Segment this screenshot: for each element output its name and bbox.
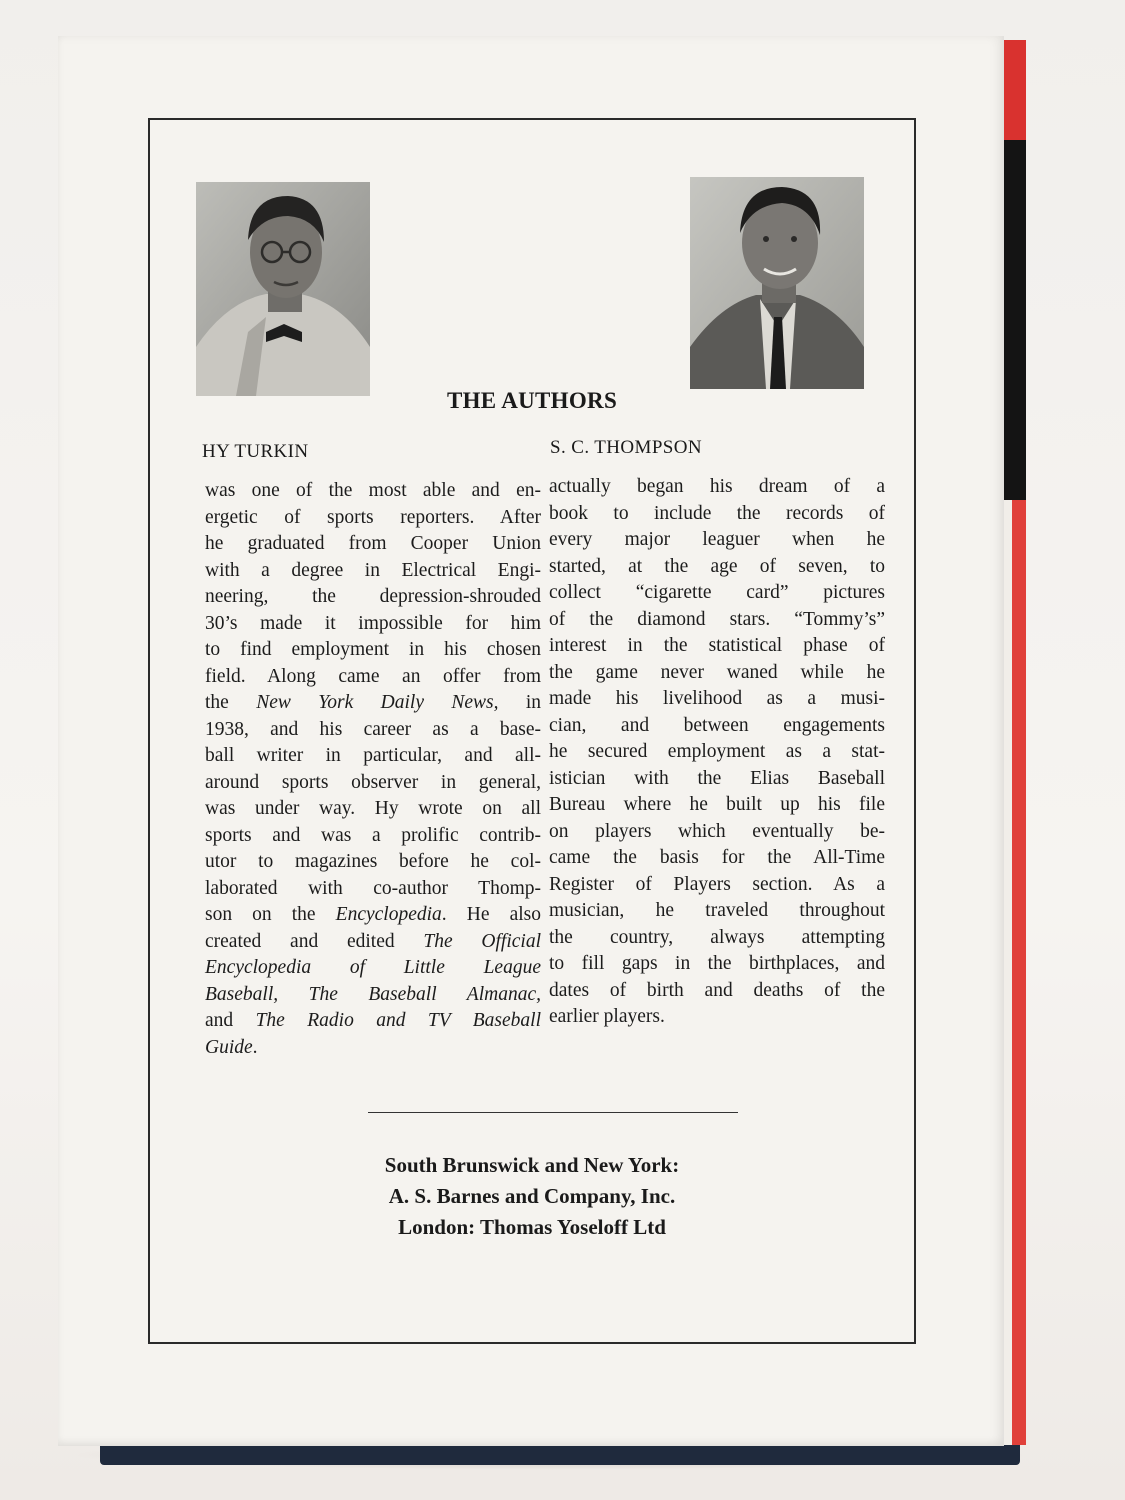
bio-line	[205, 1035, 541, 1062]
publisher-line: London: Thomas Yoseloff Ltd	[398, 1215, 666, 1239]
bio-text: the country, always attempting	[549, 926, 885, 948]
bio-text: on players which eventually be-	[549, 820, 885, 842]
bio-line	[205, 478, 541, 505]
bio-text: ball writer in particular, and all-	[205, 745, 541, 766]
bio-text: actually began his dream of a	[549, 476, 885, 497]
bio-text: son on the	[205, 904, 336, 925]
section-heading: THE AUTHORS	[446, 388, 618, 413]
bio-italic-text: Baseball, The Baseball Almanac,	[205, 983, 541, 1005]
bio-line	[205, 505, 541, 532]
bio-text: cian, and between engagements	[549, 714, 885, 736]
bio-line	[205, 770, 541, 797]
bio-text: . He also	[441, 904, 541, 925]
bio-line	[549, 607, 885, 634]
bio-line	[205, 558, 541, 585]
bio-line	[549, 527, 885, 554]
bio-line	[549, 872, 885, 899]
bio-text: neering, the depression-shrouded	[205, 586, 541, 607]
bio-line	[205, 531, 541, 558]
bio-text: was under way. Hy wrote on all	[205, 798, 541, 819]
bio-line	[205, 611, 541, 638]
bio-line	[549, 792, 885, 819]
bio-line	[549, 686, 885, 713]
bio-line	[205, 982, 541, 1009]
author-name-left: HY TURKIN	[202, 441, 309, 462]
bio-text: the game never waned while he	[549, 661, 885, 683]
author-bio-right	[549, 474, 885, 1031]
portrait-photo-s-c-thompson	[690, 177, 864, 389]
bio-text: made his livelihood as a musi-	[549, 688, 885, 709]
bio-text: interest in the statistical phase of	[549, 635, 885, 656]
bio-text: 30’s made it impossible for him	[205, 612, 541, 634]
bio-text: collect “cigarette card” pictures	[549, 582, 885, 603]
publisher-line: A. S. Barnes and Company, Inc.	[388, 1184, 676, 1208]
bio-text: to fill gaps in the birthplaces, and	[549, 953, 885, 974]
bio-text: created and edited	[205, 930, 424, 952]
bio-line	[205, 823, 541, 850]
bio-text: sports and was a prolific contrib-	[205, 824, 541, 846]
bio-line	[205, 955, 541, 982]
bio-line	[549, 819, 885, 846]
bio-text: earlier players.	[549, 1006, 665, 1027]
bio-line	[549, 554, 885, 581]
bio-text: to find employment in his chosen	[205, 639, 541, 660]
bio-line	[549, 978, 885, 1005]
bio-italic-text: Encyclopedia	[335, 904, 442, 925]
bio-line	[205, 849, 541, 876]
bio-text: came the basis for the All-Time	[549, 847, 885, 868]
bio-text: musician, he traveled throughout	[549, 900, 885, 921]
bio-line	[205, 1008, 541, 1035]
bio-text: laborated with co-author Thomp-	[205, 877, 541, 899]
bio-line	[549, 713, 885, 740]
author-name-right: S. C. THOMPSON	[550, 437, 703, 458]
bio-line	[205, 664, 541, 691]
bio-italic-text: Encyclopedia of Little League	[205, 957, 541, 978]
bio-line	[549, 951, 885, 978]
publisher-line: South Brunswick and New York:	[384, 1153, 680, 1177]
bio-line	[549, 1004, 885, 1031]
bio-text: book to include the records of	[549, 502, 885, 524]
bio-line	[205, 876, 541, 903]
bio-line	[205, 584, 541, 611]
bio-text: utor to magazines before he col-	[205, 851, 541, 872]
author-bio-left	[205, 478, 541, 1061]
bio-text: the	[205, 692, 257, 713]
bio-line	[205, 717, 541, 744]
bio-italic-text: New York Daily News,	[256, 692, 499, 713]
bio-italic-text: Guide	[205, 1036, 253, 1058]
bio-line	[549, 925, 885, 952]
bio-line	[549, 739, 885, 766]
bio-line	[549, 474, 885, 501]
bio-line	[549, 660, 885, 687]
bio-text: istician with the Elias Baseball	[549, 767, 885, 789]
bio-line	[549, 898, 885, 925]
bio-text: .	[252, 1036, 258, 1058]
bio-text: in	[498, 692, 542, 713]
bio-text: of the diamond stars. “Tommy’s”	[549, 608, 885, 630]
bio-text: every major leaguer when he	[549, 529, 885, 550]
bio-line	[205, 929, 541, 956]
bio-line	[205, 902, 541, 929]
bio-line	[549, 845, 885, 872]
portrait-suit-icon	[690, 177, 864, 389]
bio-text: started, at the age of seven, to	[549, 555, 885, 577]
bio-line	[549, 633, 885, 660]
bio-text: was one of the most able and en-	[205, 480, 541, 501]
bio-text: around sports observer in general,	[205, 771, 541, 793]
bio-line	[549, 580, 885, 607]
bio-line	[205, 690, 541, 717]
portrait-glasses-icon	[196, 182, 370, 396]
bio-text: Register of Players section. As a	[549, 873, 885, 895]
bio-text: 1938, and his career as a base-	[205, 718, 541, 740]
portrait-photo-hy-turkin	[196, 182, 370, 396]
bio-text: field. Along came an offer from	[205, 665, 541, 687]
bio-italic-text: The Official	[423, 930, 541, 952]
bio-line	[205, 637, 541, 664]
bio-italic-text: The Radio and TV Baseball	[255, 1010, 541, 1031]
bio-line	[549, 766, 885, 793]
bio-line	[205, 743, 541, 770]
bio-line	[205, 796, 541, 823]
bio-text: he secured employment as a stat-	[549, 741, 885, 762]
bio-text: dates of birth and deaths of the	[549, 979, 885, 1001]
bio-text: ergetic of sports reporters. After	[205, 506, 541, 528]
bio-text: Bureau where he built up his file	[549, 794, 885, 815]
bio-line	[549, 501, 885, 528]
divider-rule	[368, 1112, 738, 1113]
publisher-imprint	[148, 1150, 916, 1243]
bio-text: he graduated from Cooper Union	[205, 533, 541, 554]
bio-text: with a degree in Electrical Engi-	[205, 559, 541, 581]
bio-text: and	[205, 1010, 256, 1031]
